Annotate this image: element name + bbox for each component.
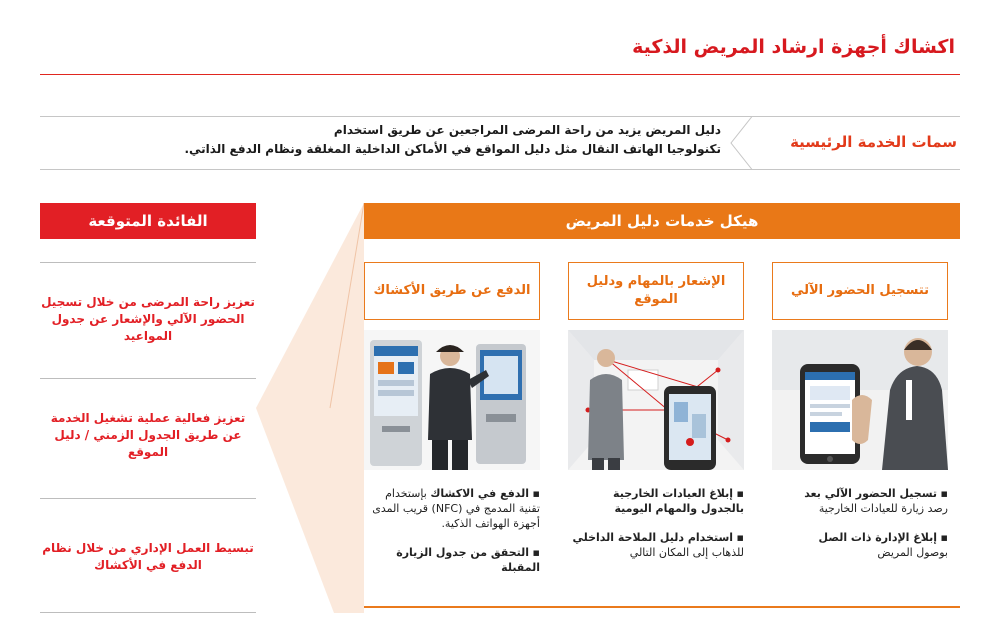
column-text-payment [364, 486, 540, 575]
column-title-navigation: الإشعار بالمهام ودليل الموقع [568, 262, 744, 320]
features-line-1: دليل المريض يزيد من راحة المرضى المراجعين عن طريق استخدام [333, 123, 721, 137]
smartphone-checkin-icon [772, 330, 948, 470]
benefit-item: تبسيط العمل الإداري من خلال نظام الدفع في الأكشاك [42, 541, 254, 572]
column-text-navigation [568, 486, 744, 560]
structure-header: هيكل خدمات دليل المريض [364, 203, 960, 239]
benefit-divider [40, 378, 256, 379]
bullet-item: ▪ الدفع في الاكشاك بإستخدام تقنية المدمج في (NFC) قريب المدى أجهزة الهواتف الذكية. [372, 487, 540, 530]
benefit-divider [40, 498, 256, 499]
features-description [121, 121, 721, 159]
funnel-connector [256, 203, 366, 613]
title-divider [40, 74, 960, 75]
bullet-item: ▪ إبلاغ الإدارة ذات الصل بوصول المريض [818, 531, 948, 559]
benefit-item: تعزيز راحة المرضى من خلال تسجيل الحضور الآلي والإشعار عن جدول المواعيد [41, 295, 255, 343]
structure-bottom-divider [364, 606, 960, 608]
benefit-divider [40, 262, 256, 263]
column-title-checkin: تتسجيل الحضور الآلي [772, 262, 948, 320]
indoor-navigation-icon [568, 330, 744, 470]
features-label: سمات الخدمة الرئيسية [790, 133, 957, 151]
bullet-item: ▪ استخدام دليل الملاحة الداخلي للذهاب إلى المكان التالي [572, 531, 744, 559]
page-title: اكشاك أجهزة ارشاد المريض الذكية [632, 36, 955, 58]
bullet-item: ▪ التحقق من جدول الزيارة المقبلة [396, 546, 540, 574]
payment-kiosk-icon [364, 330, 540, 470]
features-line-2: تكنولوجيا الهاتف النقال مثل دليل المواقع في الأماكن الداخلية المغلقة ونظام الدفع الذاتي. [184, 142, 721, 156]
benefits-header: الفائدة المتوقعة [40, 203, 256, 239]
column-title-payment: الدفع عن طريق الأكشاك [364, 262, 540, 320]
bullet-item: ▪ تسجيل الحضور الآلي بعد رصد زيارة للعيادات الخارجية [804, 487, 948, 515]
bullet-item: ▪ إبلاغ العيادات الخارجية بالجدول والمهام اليومية [613, 487, 744, 515]
benefit-divider [40, 612, 256, 613]
benefit-item: تعزيز فعالية عملية تشغيل الخدمة عن طريق الجدول الزمني / دليل الموقع [50, 411, 246, 459]
column-text-checkin [772, 486, 948, 560]
